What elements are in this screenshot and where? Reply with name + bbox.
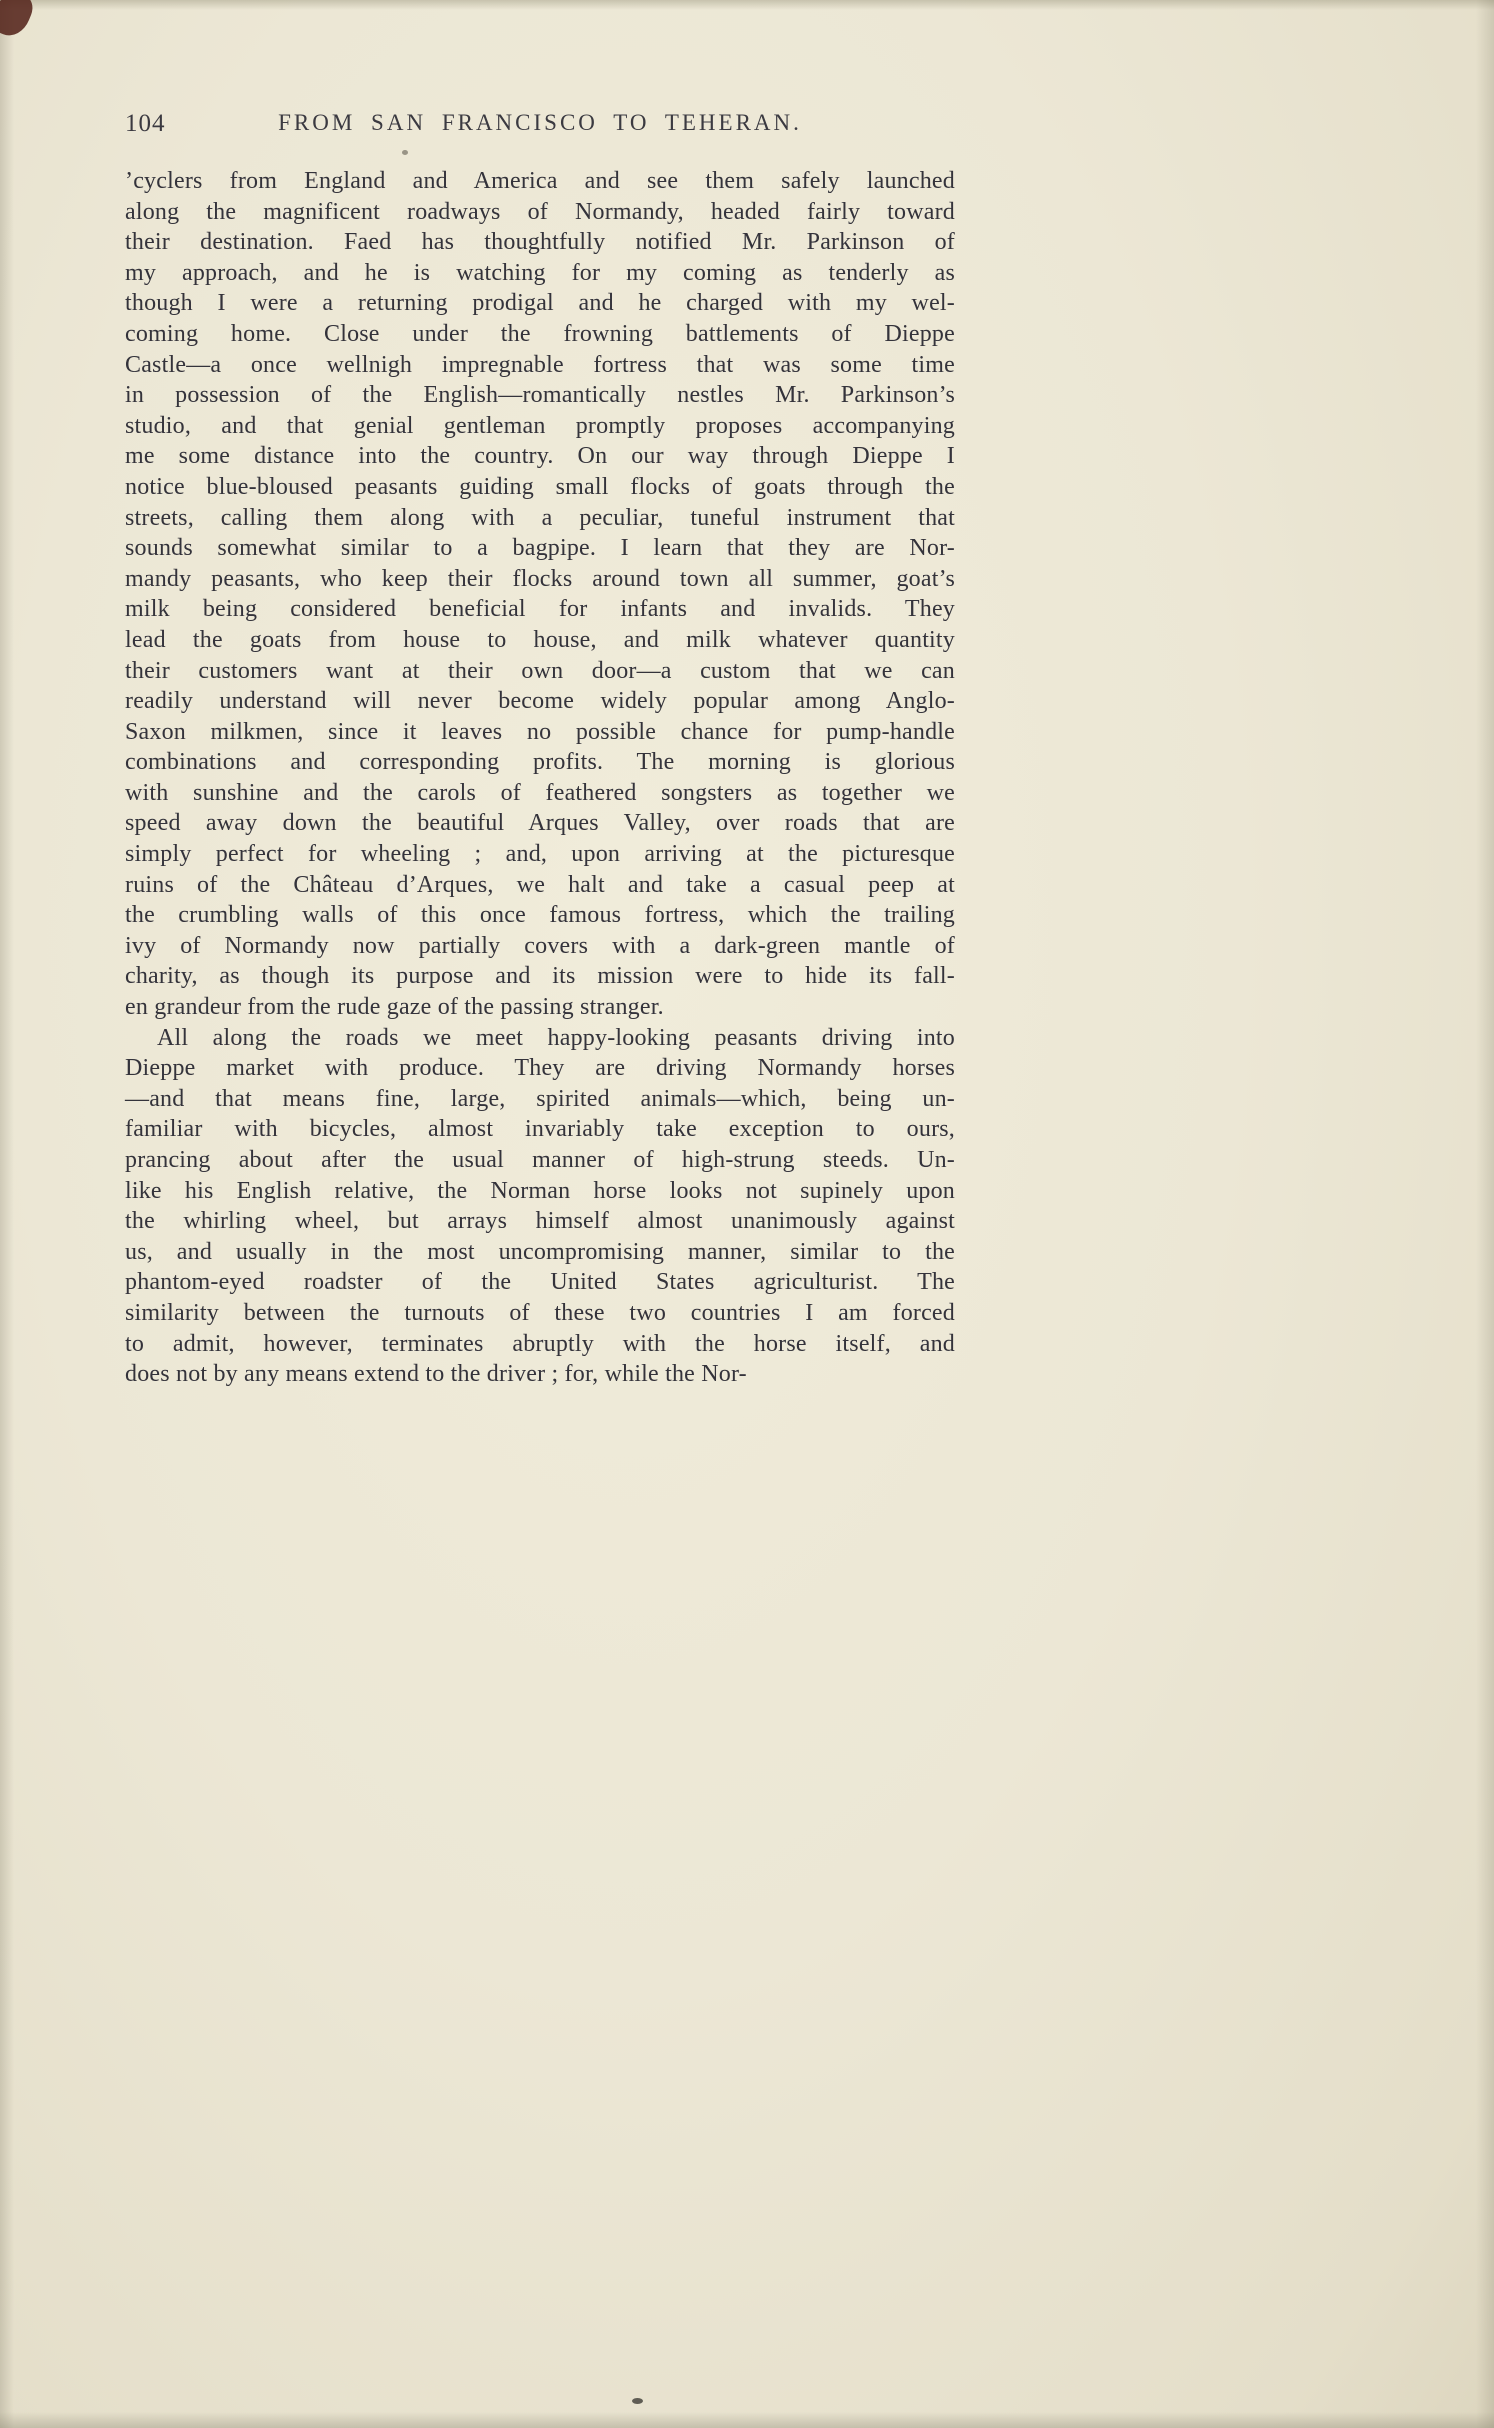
ink-speck bbox=[402, 150, 408, 155]
running-head-title: FROM SAN FRANCISCO TO TEHERAN. bbox=[278, 110, 802, 135]
text-line: my approach, and he is watching for my coming as tenderly as bbox=[125, 259, 955, 286]
paragraph-2 bbox=[125, 1023, 955, 1390]
text-line: though I were a returning prodigal and he charged with my wel- bbox=[125, 290, 955, 317]
text-line: me some distance into the country. On our way through Dieppe I bbox=[125, 443, 955, 470]
body-text-block bbox=[125, 166, 955, 1390]
scan-edge-top bbox=[0, 0, 1494, 10]
ink-speck bbox=[632, 2398, 643, 2404]
text-line: their customers want at their own door—a custom that we can bbox=[125, 657, 955, 684]
text-line: en grandeur from the rude gaze of the passing stranger. bbox=[125, 994, 664, 1021]
text-line: Castle—a once wellnigh impregnable fortress that was some time bbox=[125, 351, 955, 378]
text-line: in possession of the English—romantically nestles Mr. Parkinson’s bbox=[125, 382, 955, 409]
text-line: phantom-eyed roadster of the United States agriculturist. The bbox=[125, 1269, 955, 1296]
corner-stain bbox=[0, 0, 37, 41]
scan-edge-left bbox=[0, 0, 14, 2428]
text-line: streets, calling them along with a peculiar, tuneful instrument that bbox=[125, 504, 955, 531]
text-line: similarity between the turnouts of these two countries I am forced bbox=[125, 1299, 955, 1326]
text-line: Dieppe market with produce. They are driving Normandy horses bbox=[125, 1055, 955, 1082]
text-line: coming home. Close under the frowning battlements of Dieppe bbox=[125, 320, 955, 347]
text-line: mandy peasants, who keep their flocks around town all summer, goat’s bbox=[125, 565, 955, 592]
page-number: 104 bbox=[125, 110, 166, 137]
text-line: milk being considered beneficial for infants and invalids. They bbox=[125, 596, 955, 623]
text-line: simply perfect for wheeling ; and, upon arriving at the picturesque bbox=[125, 841, 955, 868]
scan-edge-bottom bbox=[0, 2412, 1494, 2428]
text-line: along the magnificent roadways of Normandy, headed fairly toward bbox=[125, 198, 955, 225]
text-line: the crumbling walls of this once famous fortress, which the trailing bbox=[125, 902, 955, 929]
text-line: speed away down the beautiful Arques Valley, over roads that are bbox=[125, 810, 955, 837]
paragraph-1 bbox=[125, 166, 955, 1023]
text-line: notice blue-bloused peasants guiding small flocks of goats through the bbox=[125, 473, 955, 500]
text-line: combinations and corresponding profits. The morning is glorious bbox=[125, 749, 955, 776]
text-line: like his English relative, the Norman horse looks not supinely upon bbox=[125, 1177, 955, 1204]
text-line: to admit, however, terminates abruptly with the horse itself, and bbox=[125, 1330, 955, 1357]
text-line: —and that means fine, large, spirited animals—which, being un- bbox=[125, 1085, 955, 1112]
text-line: studio, and that genial gentleman promptly proposes accompanying bbox=[125, 412, 955, 439]
text-line: prancing about after the usual manner of high-strung steeds. Un- bbox=[125, 1147, 955, 1173]
text-line: ivy of Normandy now partially covers with a dark-green mantle of bbox=[125, 932, 955, 959]
running-header bbox=[125, 108, 955, 142]
text-line: All along the roads we meet happy-looking peasants driving into bbox=[157, 1024, 955, 1051]
text-line: with sunshine and the carols of feathered songsters as together we bbox=[125, 779, 955, 806]
text-line: us, and usually in the most uncompromising manner, similar to the bbox=[125, 1238, 955, 1265]
text-line: sounds somewhat similar to a bagpipe. I learn that they are Nor- bbox=[125, 535, 955, 562]
text-line: charity, as though its purpose and its mission were to hide its fall- bbox=[125, 963, 955, 990]
text-line: ’cyclers from England and America and see them safely launched bbox=[125, 168, 955, 194]
scan-edge-right bbox=[1476, 0, 1494, 2428]
text-line: ruins of the Château d’Arques, we halt and take a casual peep at bbox=[125, 871, 955, 898]
text-line: lead the goats from house to house, and milk whatever quantity bbox=[125, 626, 955, 653]
text-line: does not by any means extend to the driver ; for, while the Nor- bbox=[125, 1361, 747, 1388]
text-line: Saxon milkmen, since it leaves no possible chance for pump-handle bbox=[125, 718, 955, 745]
text-line: familiar with bicycles, almost invariably take exception to ours, bbox=[125, 1116, 955, 1143]
text-line: their destination. Faed has thoughtfully notified Mr. Parkinson of bbox=[125, 229, 955, 256]
text-line: the whirling wheel, but arrays himself almost unanimously against bbox=[125, 1208, 955, 1235]
text-line: readily understand will never become widely popular among Anglo- bbox=[125, 688, 955, 715]
